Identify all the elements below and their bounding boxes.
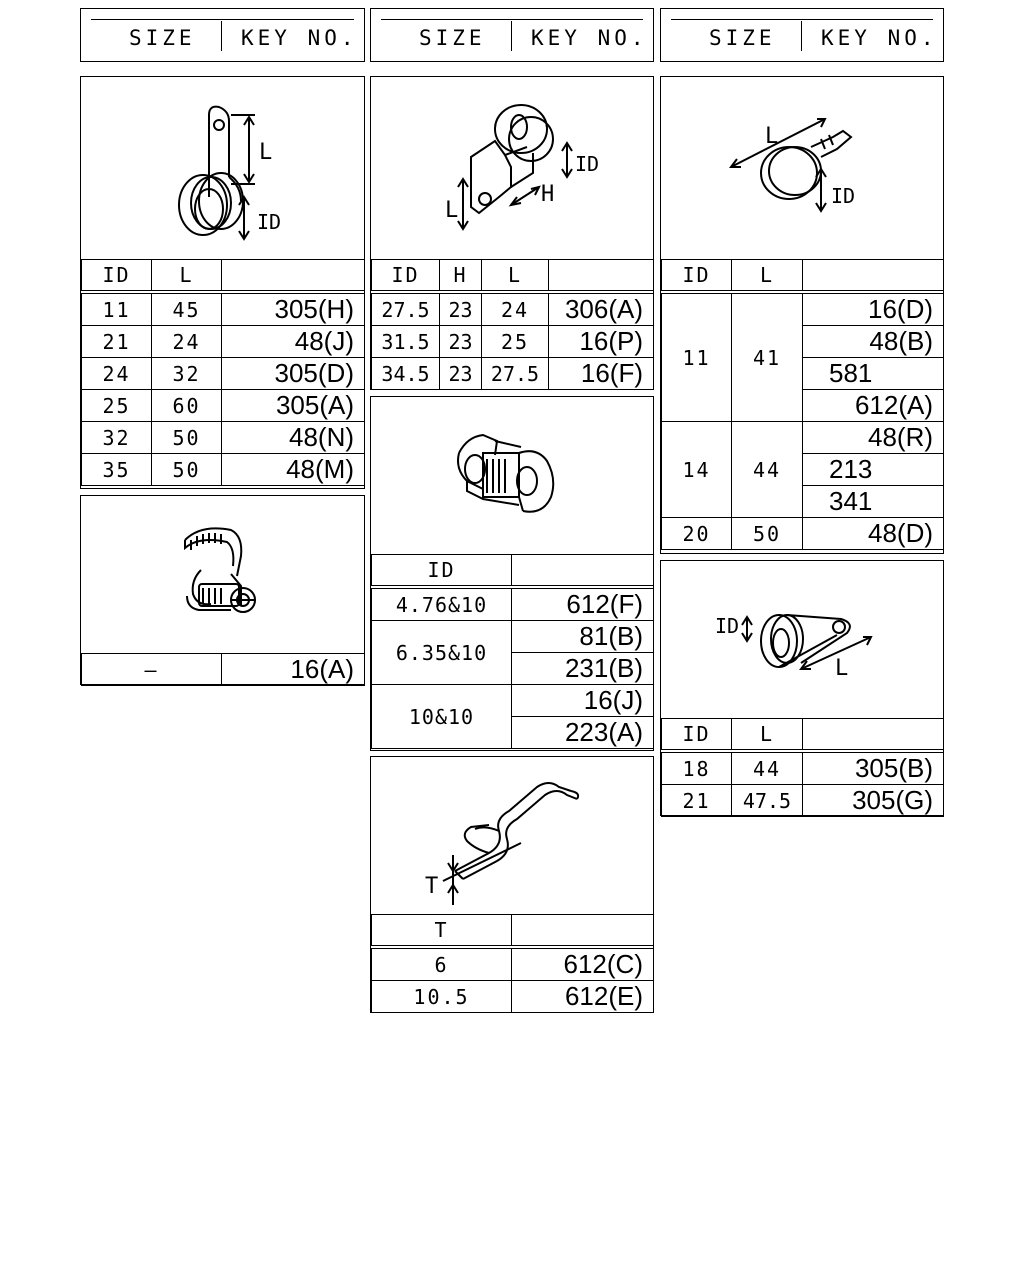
col-header-id: ID	[372, 555, 512, 588]
clip-loop-drawing	[81, 77, 363, 260]
double-clip-drawing	[371, 397, 653, 555]
table-row: 18 44 305(B)	[662, 751, 944, 785]
table-row: 341	[662, 486, 944, 518]
table-row: 4.76&10 612(F)	[372, 587, 654, 621]
ring-clip-drawing	[661, 77, 943, 260]
dim-label-id: ID	[831, 184, 856, 208]
bracket-clip-drawing	[371, 77, 653, 260]
strap-clip-drawing	[371, 757, 653, 915]
col-header-key	[512, 915, 654, 948]
strap-clip-table	[371, 914, 654, 1013]
table-row: 32 50 48(N)	[82, 422, 365, 454]
header-size-label: SIZE	[709, 26, 776, 50]
header-col-2	[370, 8, 654, 62]
p-clip-drawing	[661, 561, 943, 719]
table-row: 11 45 305(H)	[82, 292, 365, 326]
table-row: 213	[662, 454, 944, 486]
dim-label-id: ID	[257, 210, 282, 234]
header-size-label: SIZE	[419, 26, 486, 50]
bracket-clip-table	[371, 259, 654, 390]
dim-label-l: L	[259, 140, 273, 165]
table-row: 6 612(C)	[372, 947, 654, 981]
ring-clip-table	[661, 259, 944, 550]
table-row: 10&10 16(J)	[372, 685, 654, 717]
col-header-key	[549, 260, 654, 293]
dim-label-l: L	[765, 124, 779, 149]
col-header-id: ID	[372, 260, 440, 293]
col-header-key	[222, 260, 365, 293]
table-row: 35 50 48(M)	[82, 454, 365, 486]
panel-double-clip	[370, 396, 654, 751]
dim-label-l: L	[835, 656, 849, 681]
table-row: 20 50 48(D)	[662, 518, 944, 550]
table-row: 14 44 48(R)	[662, 422, 944, 454]
dim-label-id: ID	[575, 152, 600, 176]
table-row: 21 47.5 305(G)	[662, 785, 944, 817]
table-row: 25 60 305(A)	[82, 390, 365, 422]
panel-clip-loop	[80, 76, 365, 489]
table-row: 612(A)	[662, 390, 944, 422]
panel-strap-clip	[370, 756, 654, 1013]
table-row: 581	[662, 358, 944, 390]
dim-label-l: L	[445, 198, 459, 223]
table-row: 231(B)	[372, 653, 654, 685]
dim-label-id: ID	[715, 614, 740, 638]
table-row: 6.35&10 81(B)	[372, 621, 654, 653]
panel-bracket-clip	[370, 76, 654, 390]
p-clip-table	[661, 718, 944, 817]
dim-label-h: H	[541, 182, 555, 207]
table-row: 24 32 305(D)	[82, 358, 365, 390]
header-keyno-label: KEY NO.	[241, 26, 358, 50]
panel-p-clip	[660, 560, 944, 816]
table-row: 10.5 612(E)	[372, 981, 654, 1013]
col-header-id: ID	[662, 719, 732, 752]
table-row: 34.5 23 27.5 16(F)	[372, 358, 654, 390]
col-header-t: T	[372, 915, 512, 948]
col-header-key	[512, 555, 654, 588]
panel-snap-clip	[80, 495, 365, 685]
header-keyno-label: KEY NO.	[821, 26, 938, 50]
table-row: — 16(A)	[82, 654, 365, 686]
table-row: 27.5 23 24 306(A)	[372, 292, 654, 326]
header-col-3	[660, 8, 944, 62]
header-keyno-label: KEY NO.	[531, 26, 648, 50]
table-row: 11 41 16(D)	[662, 292, 944, 326]
table-row: 48(B)	[662, 326, 944, 358]
header-col-1	[80, 8, 365, 62]
col-header-l: L	[732, 260, 803, 293]
col-header-key	[803, 719, 944, 752]
table-row: 223(A)	[372, 717, 654, 749]
col-header-h: H	[440, 260, 482, 293]
col-header-l: L	[732, 719, 803, 752]
dim-label-t: T	[425, 874, 439, 899]
table-row: 31.5 23 25 16(P)	[372, 326, 654, 358]
col-header-id: ID	[82, 260, 152, 293]
table-row: 21 24 48(J)	[82, 326, 365, 358]
panel-ring-clip	[660, 76, 944, 554]
col-header-l: L	[152, 260, 222, 293]
snap-clip-drawing	[81, 496, 363, 651]
col-header-l: L	[482, 260, 549, 293]
col-header-key	[803, 260, 944, 293]
clip-loop-table	[81, 259, 365, 486]
col-header-id: ID	[662, 260, 732, 293]
snap-clip-table	[81, 653, 365, 686]
double-clip-table	[371, 554, 654, 749]
header-size-label: SIZE	[129, 26, 196, 50]
